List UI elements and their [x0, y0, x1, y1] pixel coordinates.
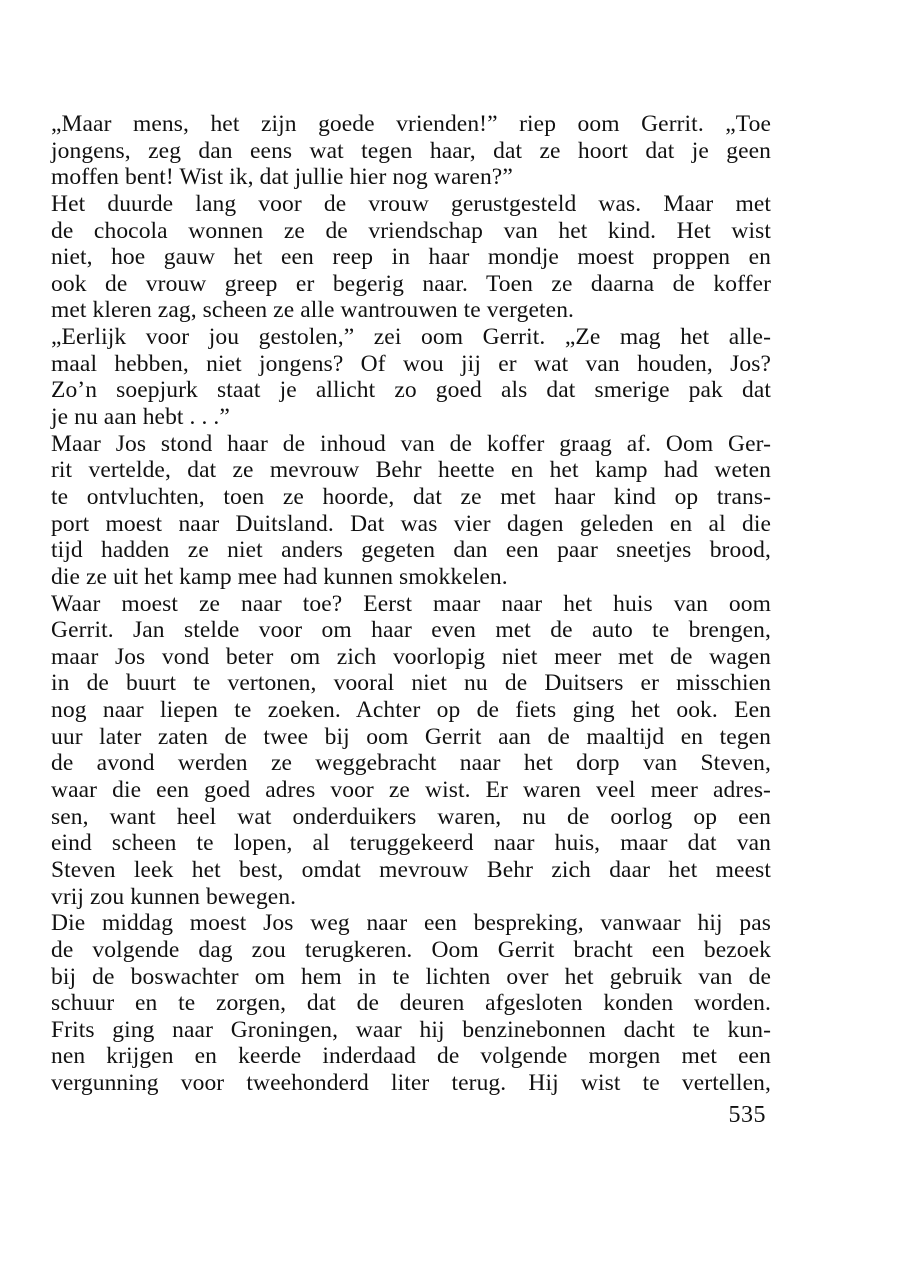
text-line: bij de boswachter om hem in te lichten over het gebruik van de	[51, 963, 771, 990]
body-text	[51, 111, 771, 1097]
text-line: die ze uit het kamp mee had kunnen smokkelen.	[51, 563, 508, 590]
text-line: Het duurde lang voor de vrouw gerustgesteld was. Maar met	[51, 190, 771, 217]
text-line: de avond werden ze weggebracht naar het dorp van Steven,	[51, 750, 771, 777]
text-line: nog naar liepen te zoeken. Achter op de fiets ging het ook. Een	[51, 697, 771, 724]
text-line: maal hebben, niet jongens? Of wou jij er wat van houden, Jos?	[51, 350, 771, 377]
text-line: niet, hoe gauw het een reep in haar mondje moest proppen en	[51, 244, 771, 271]
text-line: Maar Jos stond haar de inhoud van de koffer graag af. Oom Ger-	[51, 430, 771, 457]
text-line: sen, want heel wat onderduikers waren, nu de oorlog op een	[51, 803, 771, 830]
text-line: maar Jos vond beter om zich voorlopig niet meer met de wagen	[51, 643, 771, 670]
text-line: Die middag moest Jos weg naar een bespreking, vanwaar hij pas	[51, 910, 771, 937]
text-line: moffen bent! Wist ik, dat jullie hier nog waren?”	[51, 164, 513, 191]
text-line: port moest naar Duitsland. Dat was vier dagen geleden en al die	[51, 510, 771, 537]
text-line: Gerrit. Jan stelde voor om haar even met de auto te brengen,	[51, 617, 771, 644]
text-line: vergunning voor tweehonderd liter terug. Hij wist te vertellen,	[51, 1070, 771, 1097]
text-line: de chocola wonnen ze de vriendschap van het kind. Het wist	[51, 217, 771, 244]
text-line: Steven leek het best, omdat mevrouw Behr zich daar het meest	[51, 856, 771, 883]
text-line: Waar moest ze naar toe? Eerst maar naar het huis van oom	[51, 590, 771, 617]
text-line: te ontvluchten, toen ze hoorde, dat ze met haar kind op trans-	[51, 483, 771, 510]
page-number: 535	[728, 1102, 766, 1128]
text-line: ook de vrouw greep er begerig naar. Toen ze daarna de koffer	[51, 270, 771, 297]
text-line: jongens, zeg dan eens wat tegen haar, dat ze hoort dat je geen	[51, 137, 771, 164]
text-line: Zo’n soepjurk staat je allicht zo goed als dat smerige pak dat	[51, 377, 771, 404]
text-line: „Maar mens, het zijn goede vrienden!” riep oom Gerrit. „Toe	[51, 111, 771, 137]
text-line: de volgende dag zou terugkeren. Oom Gerrit bracht een bezoek	[51, 936, 771, 963]
text-line: eind scheen te lopen, al teruggekeerd naar huis, maar dat van	[51, 830, 771, 857]
text-line: vrij zou kunnen bewegen.	[51, 883, 297, 910]
text-line: schuur en te zorgen, dat de deuren afgesloten konden worden.	[51, 990, 771, 1017]
text-line: tijd hadden ze niet anders gegeten dan een paar sneetjes brood,	[51, 537, 771, 564]
text-line: je nu aan hebt . . .”	[51, 404, 230, 431]
text-line: uur later zaten de twee bij oom Gerrit aan de maaltijd en tegen	[51, 723, 771, 750]
text-line: waar die een goed adres voor ze wist. Er waren veel meer adres-	[51, 777, 771, 804]
text-line: in de buurt te vertonen, vooral niet nu de Duitsers er misschien	[51, 670, 771, 697]
text-line: rit vertelde, dat ze mevrouw Behr heette en het kamp had weten	[51, 457, 771, 484]
text-line: Frits ging naar Groningen, waar hij benzinebonnen dacht te kun-	[51, 1016, 771, 1043]
text-line: met kleren zag, scheen ze alle wantrouwen te vergeten.	[51, 297, 575, 324]
text-line: nen krijgen en keerde inderdaad de volgende morgen met een	[51, 1043, 771, 1070]
text-line: „Eerlijk voor jou gestolen,” zei oom Gerrit. „Ze mag het alle-	[51, 324, 771, 351]
